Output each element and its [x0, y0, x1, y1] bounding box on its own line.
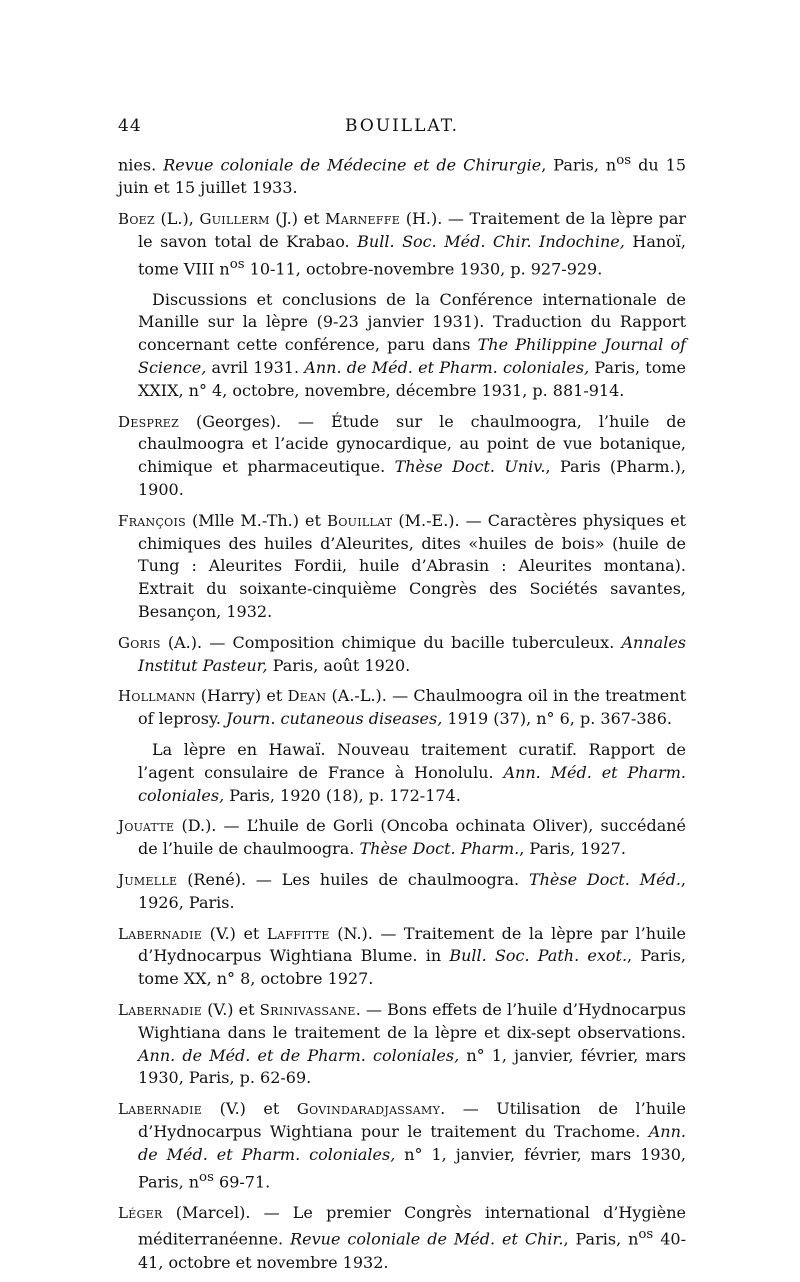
bib-entry-text: Hollmann (Harry) et Dean (A.-L.). — Chaulmoogra oil in the treatment of leprosy. Journ. cutaneous diseases, 1919 (37), n° 6, p. 367-386. — [118, 686, 687, 729]
bibliography — [118, 150, 686, 1282]
bib-entry-text: Labernadie (V.) et Laffitte (N.). — Traitement de la lèpre par l’huile d’Hydnocarpus Wightiana Blume. in Bull. Soc. Path. exot., Paris, tome XX, n° 8, octobre 1927. — [118, 923, 687, 989]
bib-entry — [118, 1202, 686, 1275]
bib-entry-text: Desprez (Georges). — Étude sur le chaulmoogra, l’huile de chaulmoogra et l’acide gynocardique, au point de vue botanique, chimique et pharmaceutique. Thèse Doct. Univ., Paris (Pharm.), 1900. — [118, 411, 687, 500]
bib-entry-text: Jumelle (René). — Les huiles de chaulmoogra. Thèse Doct. Méd., 1926, Paris. — [118, 869, 686, 912]
bib-entry — [118, 208, 686, 403]
running-title: BOUILLAT. — [345, 116, 459, 136]
bib-entry-text: François (Mlle M.-Th.) et Bouillat (M.-E.). — Caractères physiques et chimiques des huiles d’Aleurites, dites «huiles de bois» (huile de Tung : Aleurites Fordii, huile d’Abrasin : Aleurites montana). Extrait du soixante-cinquième Congrès des Sociétés savantes, Besançon, 1932. — [118, 510, 686, 621]
bib-entry — [118, 685, 686, 807]
bib-entry — [118, 815, 686, 861]
bib-entry-text: Labernadie (V.) et Srinivassane. — Bons effets de l’huile d’Hydnocarpus Wightiana dans le traitement de la lèpre et dix-sept observations. Ann. de Méd. et de Pharm. coloniales, n° 1, janvier, février, mars 1930, Paris, p. 62-69. — [118, 999, 687, 1088]
bib-entry-text: Jouatte (D.). — L’huile de Gorli (Oncoba ochinata Oliver), succédané de l’huile de chaulmoogra. Thèse Doct. Pharm., Paris, 1927. — [118, 816, 686, 859]
bib-entry-subtext: Discussions et conclusions de la Conférence internationale de Manille sur la lèpre (9-23 janvier 1931). Traduction du Rapport concernant cette conférence, paru dans The Philippine Journal of Science, avril 1931. Ann. de Méd. et Pharm. coloniales, Paris, tome XXIX, n° 4, octobre, novembre, décembre 1931, p. 881-914. — [138, 289, 687, 400]
bib-entry — [118, 999, 686, 1090]
bib-entry — [118, 923, 686, 991]
bib-entry-text: Labernadie (V.) et Govindaradjassamy. — Utilisation de l’huile d’Hydnocarpus Wightiana pour le traitement du Trachome. Ann. de Méd. et Pharm. coloniales, n° 1, janvier, février, mars 1930, Paris, $n^{os}$ 69-71. — [118, 1099, 687, 1191]
bib-entry-text: Boez (L.), Guillerm (J.) et Marneffe (H.). — Traitement de la lèpre par le savon total de Krabao. Bull. Soc. Méd. Chir. Indochine, Hanoï, tome VIII $n^{os}$ 10-11, octobre-novembre 1930, p. 927-929. — [118, 208, 687, 278]
bib-entry-text: nies. Revue coloniale de Médecine et de Chirurgie, Paris, $n^{os}$ du 15 juin et 15 juillet 1933. — [118, 153, 687, 198]
bib-entry — [118, 150, 686, 200]
bib-entry-text: Goris (A.). — Composition chimique du bacille tuberculeux. Annales Institut Pasteur, Paris, août 1920. — [118, 632, 686, 675]
bib-entry-subtext: La lèpre en Hawaï. Nouveau traitement curatif. Rapport de l’agent consulaire de France à Honolulu. Ann. Méd. et Pharm. coloniales, Paris, 1920 (18), p. 172-174. — [138, 739, 687, 805]
bib-entry-text: Léger (Marcel). — Le premier Congrès international d’Hygiène méditerranéenne. Revue coloniale de Méd. et Chir., Paris, $n^{os}$ 40-41, octobre et novembre 1932. — [118, 1202, 686, 1272]
bib-entry — [118, 869, 686, 915]
bib-entry — [118, 510, 686, 624]
bib-entry — [118, 1098, 686, 1194]
bib-entry — [118, 632, 686, 678]
bib-entry — [118, 411, 686, 502]
page-number: 44 — [118, 116, 142, 136]
